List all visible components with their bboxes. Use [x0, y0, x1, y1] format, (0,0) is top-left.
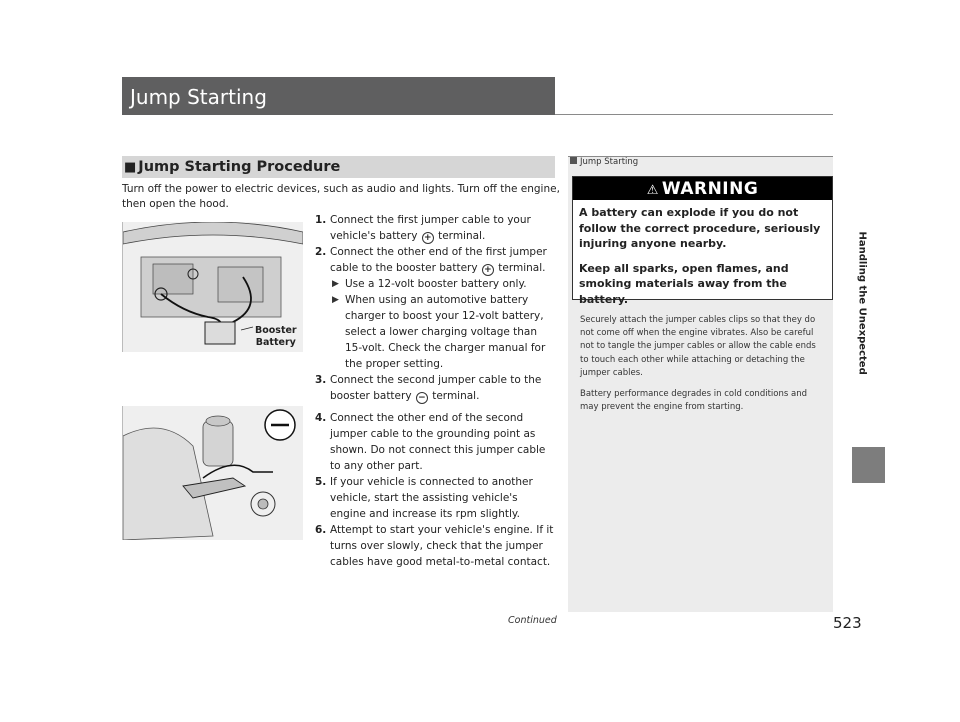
warning-icon: ⚠ [646, 183, 659, 198]
substep-text: When using an automotive battery charger to boost your 12-volt battery, select a lower charging voltage than 15-volt. Check the charger manual for the proper setting. [345, 294, 546, 370]
side-note-paragraph: Securely attach the jumper cables clips so that they do not come off when the engine vibrates. Also be careful not to tangle the jumper cables or allow the cable ends to touch each other while attaching or detaching the jumper cables. [580, 315, 816, 378]
warning-paragraph: Keep all sparks, open flames, and smoking materials away from the battery. [579, 261, 789, 306]
step-text: Attempt to start your vehicle's engine. If it turns over slowly, check that the jumper cables have good metal-to-metal contact. [330, 524, 554, 568]
warning-header [573, 177, 832, 200]
step-text-end: terminal. [428, 390, 480, 402]
step-4 [315, 410, 555, 474]
continued-label: Continued [508, 615, 557, 626]
step-number: 1. [315, 214, 327, 226]
booster-battery-callout [255, 325, 297, 349]
step-text: If your vehicle is connected to another vehicle, start the assisting vehicle's engine and increase its rpm slightly. [330, 476, 533, 520]
chapter-tab-marker [852, 447, 885, 483]
step-text-end: terminal. [434, 230, 486, 242]
warning-paragraph: A battery can explode if you do not follow the correct procedure, seriously injuring anyone nearby. [579, 206, 821, 250]
step-text: Connect the other end of the first jumper cable to the booster battery [330, 246, 547, 274]
step-6 [315, 522, 555, 570]
title-divider [555, 114, 833, 115]
step-text: Connect the second jumper cable to the booster battery [330, 374, 542, 402]
section-title: Jump Starting Procedure [138, 159, 341, 175]
side-note-label [570, 157, 638, 167]
substep-1 [330, 276, 555, 292]
page-title: Jump Starting [122, 77, 555, 115]
step-number: 4. [315, 412, 327, 424]
section-header [122, 156, 555, 178]
grounding-point-illustration [122, 406, 303, 540]
side-note-text [580, 314, 825, 422]
step-number: 3. [315, 374, 327, 386]
chapter-tab-label: Handling the Unexpected [856, 231, 868, 375]
callout-line-2: Battery [255, 337, 296, 348]
step-text: Connect the first jumper cable to your vehicle's battery [330, 214, 531, 242]
step-number: 5. [315, 476, 327, 488]
side-note-label-text: Jump Starting [580, 157, 639, 167]
chapter-tab [852, 110, 868, 450]
warning-body [579, 205, 829, 316]
step-number: 2. [315, 246, 327, 258]
note-icon [570, 157, 577, 164]
step-2 [315, 244, 555, 276]
arrow-icon: ▶ [332, 295, 339, 305]
warning-title: WARNING [661, 179, 759, 199]
step-text: Connect the other end of the second jumper cable to the grounding point as shown. Do not connect this jumper cable to any other part. [330, 412, 546, 472]
step-number: 6. [315, 524, 327, 536]
step-text-end: terminal. [494, 262, 546, 274]
side-note-paragraph: Battery performance degrades in cold conditions and may prevent the engine from starting. [580, 389, 807, 413]
procedure-steps [315, 212, 555, 570]
section-marker: ■ [124, 160, 137, 175]
step-3 [315, 372, 555, 404]
positive-terminal-icon: + [422, 232, 434, 244]
warning-box [572, 176, 833, 306]
intro-text: Turn off the power to electric devices, such as audio and lights. Turn off the engine, then open the hood. [122, 183, 560, 210]
positive-terminal-icon: + [482, 264, 494, 276]
page-number: 523 [833, 614, 862, 632]
negative-terminal-icon: − [416, 392, 428, 404]
callout-line-1: Booster [255, 325, 297, 336]
step-1 [315, 212, 555, 244]
substep-2 [330, 292, 555, 372]
substep-text: Use a 12-volt booster battery only. [345, 278, 527, 290]
step-5 [315, 474, 555, 522]
arrow-icon: ▶ [332, 279, 339, 289]
